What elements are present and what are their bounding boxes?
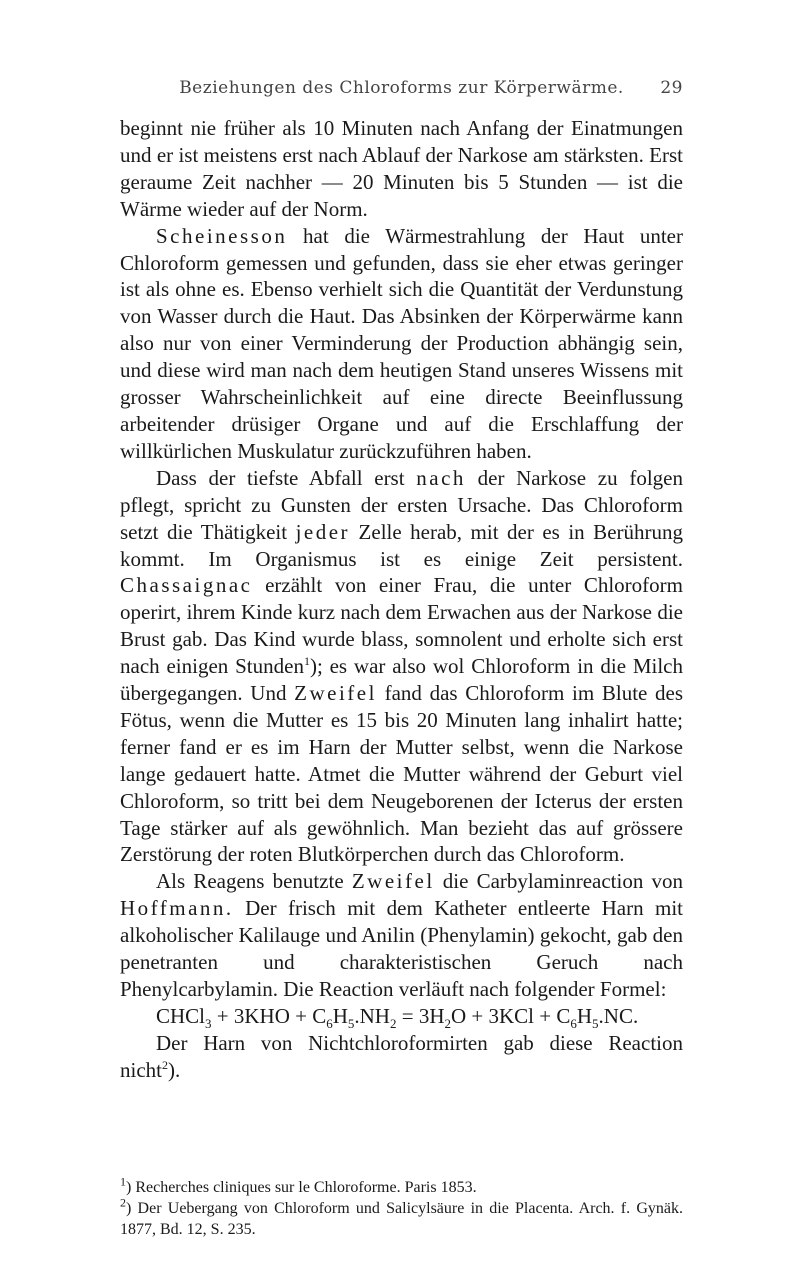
- paragraph-2: [120, 223, 683, 465]
- footnote-ref-2: 2: [162, 1057, 168, 1072]
- formula-part: .NH: [354, 1003, 390, 1028]
- author-scheinesson: Scheinesson: [156, 223, 288, 248]
- running-head: [120, 78, 683, 98]
- footnote-1: [120, 1174, 683, 1198]
- footnote-ref-1: 1: [303, 654, 310, 669]
- footnote-2: [120, 1195, 683, 1240]
- paragraph-3-text-e: ); es war also wol Chloroform in die Milch übergegangen. Und: [120, 654, 684, 706]
- paragraph-4-text-a: Als Reagens benutzte: [156, 869, 352, 894]
- body-text: [120, 115, 683, 1084]
- footnote-2-mark: 2: [120, 1195, 126, 1210]
- paragraph-5-text-b: ).: [168, 1057, 181, 1082]
- formula-part: O + 3KCl + C: [451, 1003, 571, 1028]
- author-chassaignac: Chassaignac: [120, 573, 253, 598]
- formula-subscript: 2: [389, 1016, 397, 1032]
- formula-part: H: [576, 1003, 593, 1028]
- paragraph-2-text: hat die Wärmestrahlung der Haut unter Chloroform gemessen und gefunden, dass sie eher etwas geringer ist als ohne es. Ebenso verhielt sich die Quantität der Verdunstung von Wasser durch die Haut. Das Absinken der Körperwärme kann also nur von einer Verminderung der Production abhängig sein, und diese wird man nach dem heutigen Stand unseres Wissens mit grosser Wahrscheinlichkeit auf eine directe Beeinflussung arbeitender drüsiger Organe und auf die Erschlaffung der willkürlichen Muskulatur zurückzuführen haben.: [120, 223, 683, 463]
- paragraph-3-text-c: Zelle herab, mit der es in Berührung kommt. Im Organismus ist es einige Zeit persistent.: [120, 519, 683, 571]
- author-zweifel: Zweifel: [294, 681, 377, 706]
- paragraph-3-text-b: der Narkose zu folgen pflegt, spricht zu Gunsten der ersten Ursache. Das Chloroform setzt die Thätigkeit: [120, 465, 683, 544]
- paragraph-5-text-a: Der Harn von Nichtchloroformirten gab diese Reaction nicht: [120, 1030, 683, 1082]
- formula-part: .NC.: [598, 1003, 639, 1028]
- formula-subscript: 3: [205, 1016, 212, 1032]
- paragraph-4-text-b: die Carbylaminreaction von: [434, 869, 683, 894]
- formula-part: CHCl: [156, 1003, 206, 1028]
- footnote-1-text: ) Recherches cliniques sur le Chloroforme. Paris 1853.: [126, 1179, 477, 1196]
- paragraph-1: [120, 115, 683, 223]
- paragraph-5: [120, 1030, 683, 1084]
- formula-subscript: 2: [444, 1016, 451, 1032]
- paragraph-4: [120, 868, 683, 1003]
- formula-subscript: 6: [326, 1016, 333, 1032]
- formula-part: + 3KHO + C: [211, 1003, 327, 1028]
- author-hoffmann: Hoffmann.: [120, 896, 234, 921]
- chemical-formula: [120, 1003, 683, 1030]
- footnotes: [120, 1174, 683, 1240]
- paragraph-3: [120, 465, 683, 869]
- paragraph-4-text-c: Der frisch mit dem Katheter entleerte Harn mit alkoholischer Kalilauge und Anilin (Phenylamin) gekocht, gab den penetranten und charakteristischen Geruch nach Phenylcarbylamin. Die Reaction verläuft nach folgender Formel:: [120, 896, 683, 1001]
- formula-part: H: [332, 1003, 348, 1028]
- formula-subscript: 5: [347, 1016, 355, 1032]
- author-zweifel-2: Zweifel: [351, 869, 435, 894]
- formula-subscript: 5: [592, 1016, 599, 1032]
- emphasis-nach: nach: [416, 465, 466, 490]
- footnote-1-mark: 1: [120, 1174, 126, 1189]
- paragraph-3-text-a: Dass der tiefste Abfall erst: [156, 465, 417, 490]
- formula-part: = 3H: [396, 1003, 445, 1028]
- emphasis-jeder: jeder: [295, 519, 351, 544]
- paragraph-1-text: beginnt nie früher als 10 Minuten nach Anfang der Einatmungen und er ist meistens erst nach Ablauf der Narkose am stärksten. Erst geraume Zeit nachher — 20 Minuten bis 5 Stunden — ist die Wärme wieder auf der Norm.: [120, 116, 683, 221]
- paragraph-3-text-d: erzählt von einer Frau, die unter Chloroform operirt, ihrem Kinde kurz nach dem Erwachen aus der Narkose die Brust gab. Das Kind wurde blass, somnolent und erholte sich erst nach einigen Stunden: [120, 573, 683, 679]
- footnote-2-text: ) Der Uebergang von Chloroform und Salicylsäure in die Placenta. Arch. f. Gynäk. 1877, Bd. 12, S. 235.: [120, 1200, 683, 1238]
- page-number: 29: [660, 78, 683, 98]
- formula-subscript: 6: [570, 1016, 577, 1032]
- paragraph-3-text-f: fand das Chloroform im Blute des Fötus, wenn die Mutter es 15 bis 20 Minuten lang inhalirt hatte; ferner fand er es im Harn der Mutter selbst, wenn die Narkose lange gedauert hatte. Atmet die Mutter während der Geburt viel Chloroform, so tritt bei dem Neugeborenen der Icterus der ersten Tage stärker auf als gewöhnlich. Man bezieht das auf grössere Zerstörung der roten Blutkörperchen durch das Chloroform.: [120, 681, 684, 867]
- page-title: Beziehungen des Chloroforms zur Körperwärme.: [179, 78, 624, 98]
